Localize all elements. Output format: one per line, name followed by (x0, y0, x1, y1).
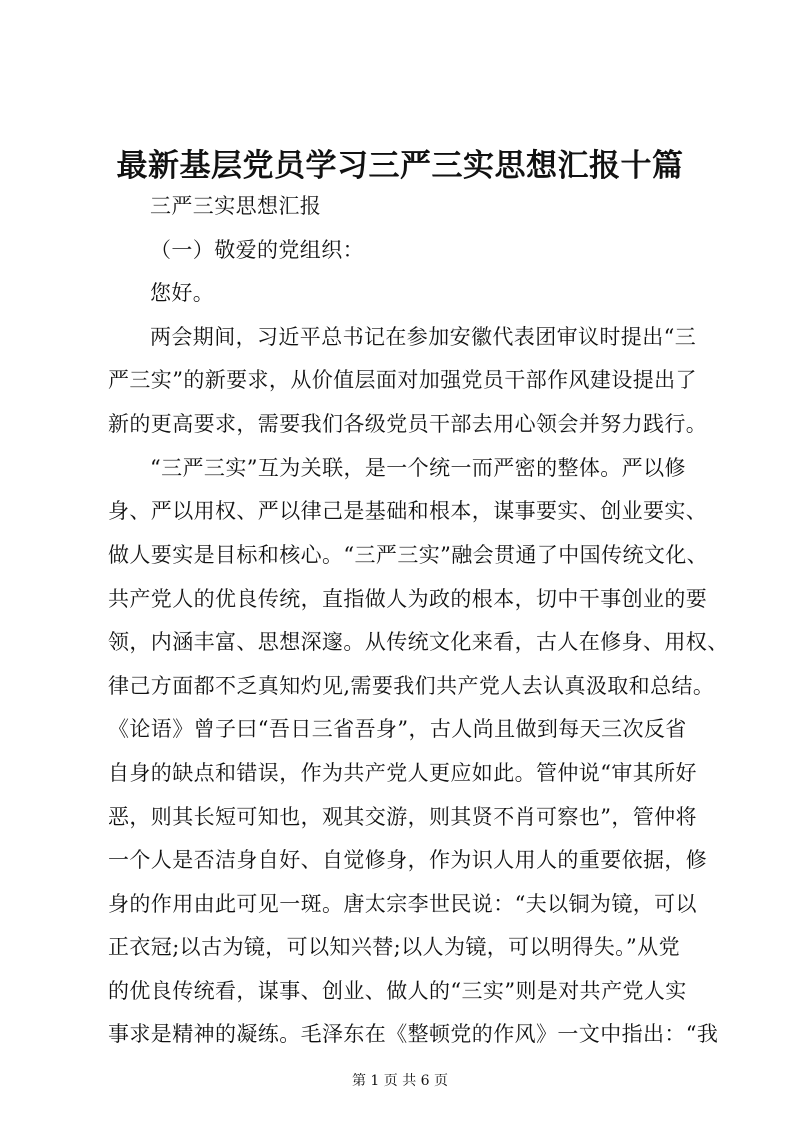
paragraph-line: 正衣冠;以古为镜，可以知兴替;以人为镜，可以明得失。”从党 (108, 935, 680, 959)
page-indicator: 第 1 页 共 6 页 (351, 1073, 449, 1089)
paragraph-line: “三严三实”互为关联，是一个统一而严密的整体。严以修 (150, 456, 686, 480)
salutation: （一）敬爱的党组织： (150, 238, 364, 262)
paragraph-line: 两会期间，习近平总书记在参加安徽代表团审议时提出“三 (150, 325, 697, 349)
paragraph-line: 领，内涵丰富、思想深邃。从传统文化来看，古人在修身、用权、 (108, 630, 729, 654)
paragraph-line: 事求是精神的凝练。毛泽东在《整顿党的作风》一文中指出：“我 (108, 1022, 719, 1046)
greeting: 您好。 (150, 281, 215, 305)
paragraph-line: 律己方面都不乏真知灼见,需要我们共产党人去认真汲取和总结。 (108, 674, 715, 698)
paragraph-line: 严三实”的新要求，从价值层面对加强党员干部作风建设提出了 (108, 368, 697, 392)
paragraph-line: 一个人是否洁身自好、自觉修身，作为识人用人的重要依据，修 (108, 848, 708, 872)
paragraph-line: 的优良传统看，谋事、创业、做人的“三实”则是对共产党人实 (108, 979, 687, 1003)
paragraph-line: 身、严以用权、严以律己是基础和根本，谋事要实、创业要实、 (108, 499, 708, 523)
paragraph-line: 共产党人的优良传统，直指做人为政的根本，切中干事创业的要 (108, 587, 708, 611)
document-title: 最新基层党员学习三严三实思想汇报十篇 (116, 148, 684, 184)
paragraph-line: 《论语》曾子曰“吾日三省吾身”，古人尚且做到每天三次反省 (108, 717, 687, 741)
paragraph-line: 身的作用由此可见一斑。唐太宗李世民说：“夫以铜为镜，可以 (108, 892, 697, 916)
paragraph-line: 新的更高要求，需要我们各级党员干部去用心领会并努力践行。 (108, 412, 708, 436)
subtitle: 三严三实思想汇报 (150, 194, 322, 218)
paragraph-line: 恶，则其长短可知也，观其交游，则其贤不肖可察也”，管仲将 (108, 805, 697, 829)
paragraph-line: 做人要实是目标和核心。“三严三实”融会贯通了中国传统文化、 (108, 543, 709, 567)
paragraph-line: 自身的缺点和错误，作为共产党人更应如此。管仲说“审其所好 (108, 761, 697, 785)
